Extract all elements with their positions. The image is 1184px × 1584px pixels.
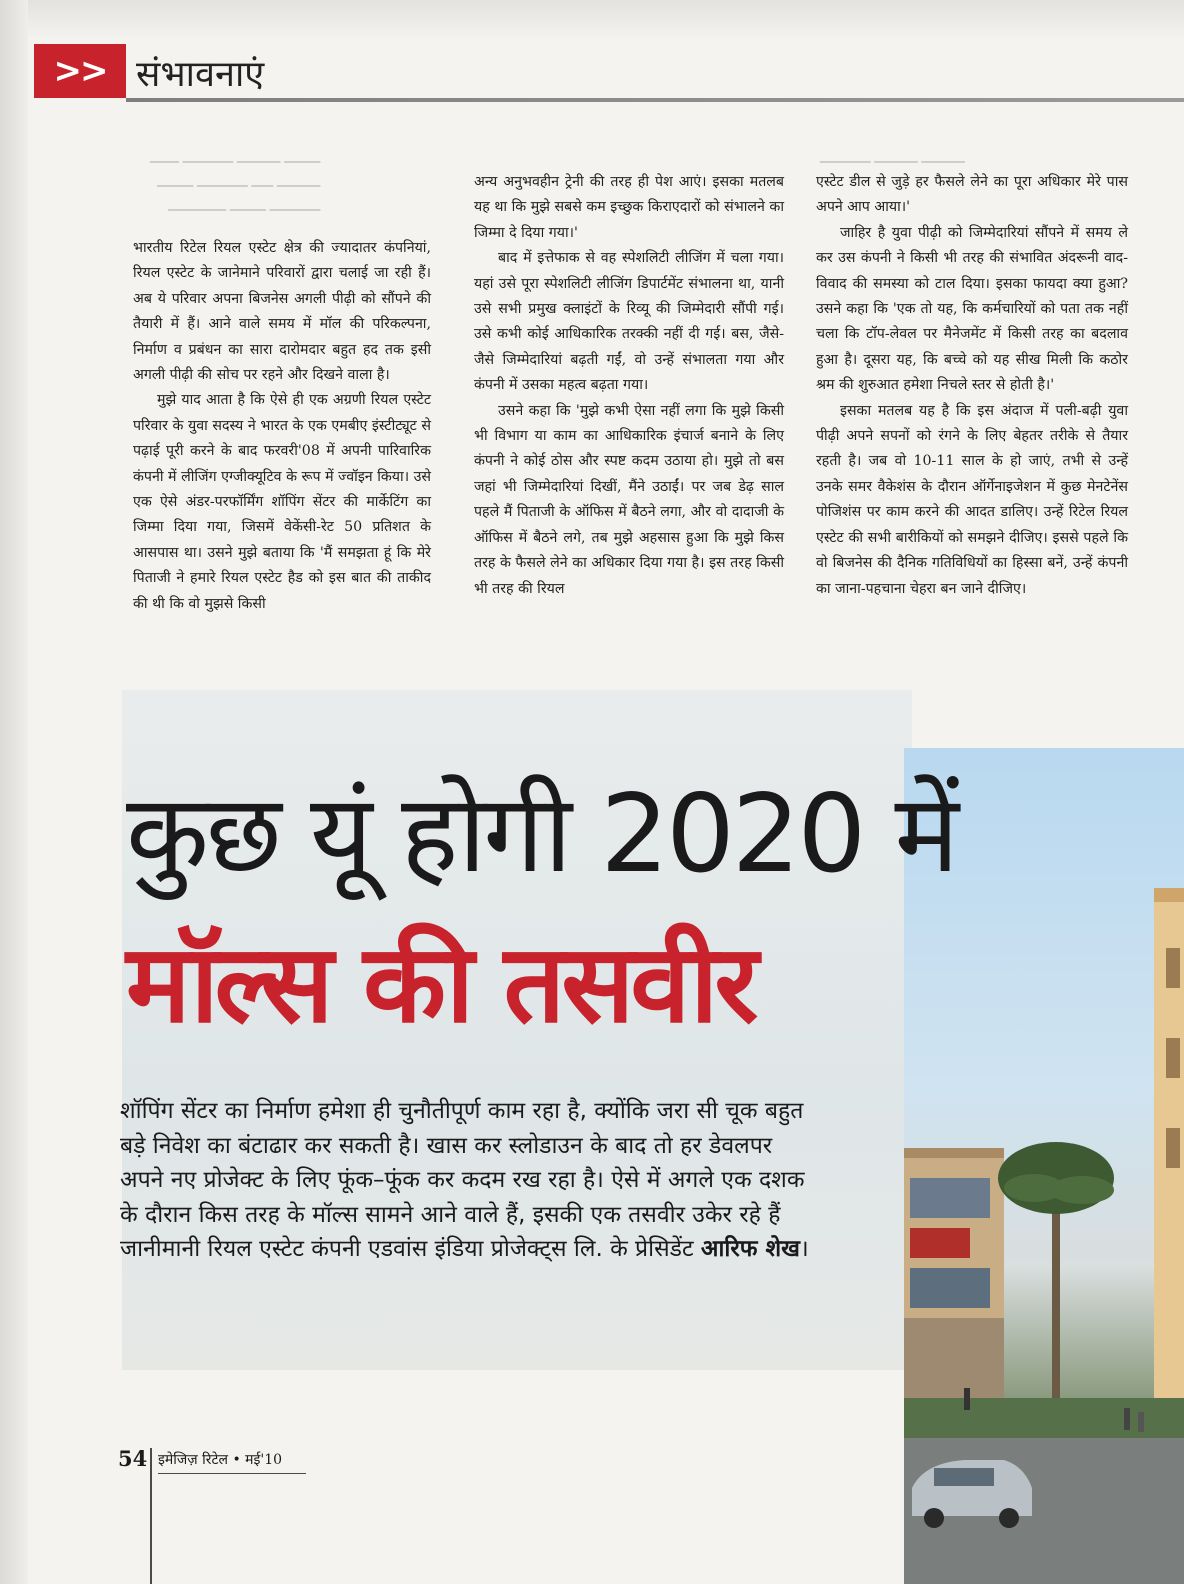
page-folio	[118, 1446, 318, 1480]
section-header	[34, 44, 1184, 98]
body-column-3	[816, 170, 1128, 602]
folio-rule	[158, 1473, 306, 1474]
paragraph: अन्य अनुभवहीन ट्रेनी की तरह ही पेश आएं। इसका मतलब यह था कि मुझे सबसे कम इच्छुक किराएदारों को संभालने का जिम्मा दे दिया गया।'	[474, 174, 784, 241]
page-top-shade	[0, 0, 1184, 40]
headline-line-1: कुछ यूं होगी 2020 में	[126, 772, 957, 897]
show-through-text-left: ━━━━━ ━━━━━━ ━━━━━━━ ━━━━ ━━━━━━ ━━━ ━━━━━━━ ━━━━━ ━━━━━━━ ━━━━━ ━━━━━━━━	[150, 155, 321, 217]
publication-name: इमेजिज़ रिटेल • मई'10	[158, 1452, 283, 1468]
section-tag-arrows: >>	[34, 44, 126, 98]
intro-author: आरिफ शेख	[700, 1236, 800, 1262]
paragraph: इसका मतलब यह है कि इस अंदाज में पली-बढ़ी युवा पीढ़ी अपने सपनों को रंगने के लिए बेहतर तरीके से तैयार रहती है। जब वो 10-11 साल के हो जाएं, तभी से उन्हें उनके समर वैकेशंस के दौरान ऑर्गेनाइजेशन में कुछ मेनटेनेंस पोजिशंस पर काम करने की आदत डालिए। उन्हें रिटेल रियल एस्टेट की सभी बारीकियों को समझने दीजिए। इससे पहले कि वो बिजनेस की दैनिक गतिविधियों का हिस्सा बनें, उन्हें कंपनी का जाना-पहचाना चेहरा बन जाने दीजिए।	[816, 402, 1128, 597]
binding-gutter	[0, 0, 28, 1584]
paragraph: भारतीय रिटेल रियल एस्टेट क्षेत्र की ज्यादातर कंपनियां, रियल एस्टेट के जानेमाने परिवारों द्वारा चलाई जा रही हैं। अब ये परिवार अपना बिजनेस अगली पीढ़ी को सौंपने की तैयारी में हैं। आने वाले समय में मॉल की परिकल्पना, निर्माण व प्रबंधन का सारा दारोमदार बहुत हद तक इसी अगली पीढ़ी की सोच पर रहने और दिखने वाला है।	[133, 240, 431, 384]
paragraph: मुझे याद आता है कि ऐसे ही एक अग्रणी रियल एस्टेट परिवार के युवा सदस्य ने भारत के एक एमबीए इंस्टीट्यूट से पढ़ाई पूरी करने के बाद फरवरी'08 में अपनी पारिवारिक कंपनी में लीजिंग एग्जीक्यूटिव के रूप में ज्वॉइन किया। उसे एक ऐसे अंडर-परफॉर्मिंग शॉपिंग सेंटर की मार्केटिंग का जिम्मा दिया गया, जिसमें वेकेंसी-रेट 50 प्रतिशत के आसपास था। उसने मुझे बताया कि 'मैं समझता हूं कि मेरे पिताजी ने हमारे रियल एस्टेट हैड को इस बात की ताकीद की थी कि वो मुझसे किसी	[133, 392, 431, 612]
body-column-1	[133, 236, 431, 617]
intro-end: ।	[799, 1236, 809, 1262]
page-number: 54	[118, 1446, 148, 1471]
intro-text: शॉपिंग सेंटर का निर्माण हमेशा ही चुनौतीपूर्ण काम रहा है, क्योंकि जरा सी चूक बहुत बड़े निवेश का बंटाढार कर सकती है। खास कर स्लोडाउन के बाद तो हर डेवलपर अपने नए प्रोजेक्ट के लिए फूंक–फूंक कर कदम रख रहा है। ऐसे में अगले एक दशक के दौरान किस तरह के मॉल्स सामने आने वाले हैं, इसकी एक तसवीर उकेर रहे हैं जानीमानी रियल एस्टेट कंपनी एडवांस इंडिया प्रोजेक्ट्स लि. के प्रेसिडेंट	[120, 1098, 805, 1262]
intro-standfirst	[120, 1094, 810, 1267]
paragraph: बाद में इत्तेफाक से वह स्पेशलिटी लीजिंग में चला गया। यहां उसे पूरा स्पेशलिटी लीजिंग डिपार्टमेंट संभालना था, यानी उसे सभी प्रमुख क्लाइंटों के रिव्यू की जिम्मेदारी सौंपी गई। उसे कभी कोई आधिकारिक तरक्की नहीं दी गई। बस, जैसे-जैसे जिम्मेदारियां बढ़ती गईं, वो उन्हें संभालता गया और कंपनी में उसका महत्व बढ़ता गया।	[474, 250, 784, 394]
headline-line-2: मॉल्स की तसवीर	[126, 922, 755, 1047]
paragraph: जाहिर है युवा पीढ़ी को जिम्मेदारियां सौंपने में समय ले कर उस कंपनी ने किसी भी तरह की संभावित अंदरूनी वाद-विवाद की समस्या को टाल दिया। इसका फायदा क्या हुआ? उसने कहा कि 'एक तो यह, कि कर्मचारियों को पता तक नहीं चला कि टॉप-लेवल पर मैनेजमेंट में किसी तरह का बदलाव हुआ है। दूसरा यह, कि बच्चे को यह सीख मिली कि कठोर श्रम की शुरुआत हमेशा निचले स्तर से होती है।'	[816, 224, 1128, 394]
section-title: संभावनाएं	[136, 54, 265, 95]
paragraph: एस्टेट डील से जुड़े हर फैसले लेने का पूरा अधिकार मेरे पास अपने आप आया।'	[816, 174, 1128, 216]
section-rule	[126, 98, 1184, 102]
show-through-text-right: ━━━━━━ ━━━━━━ ━━━━━━━	[820, 155, 965, 169]
paragraph: उसने कहा कि 'मुझे कभी ऐसा नहीं लगा कि मुझे किसी भी विभाग या काम का आधिकारिक इंचार्ज बनाने के लिए कंपनी ने कोई ठोस और स्पष्ट कदम उठाया हो। मुझे तो बस जहां भी जिम्मेदारियां दिखीं, मैंने उठाईं। पर जब डेढ़ साल पहले मैं पिताजी के ऑफिस में बैठने लगा, और वो दादाजी के ऑफिस में बैठने लगे, तब मुझे अहसास हुआ कि मुझे किस तरह के फैसले लेने का अधिकार दिया गया है। इस तरह किसी भी तरह की रियल	[474, 402, 784, 597]
body-column-2	[474, 170, 784, 602]
folio-separator	[150, 1448, 152, 1584]
